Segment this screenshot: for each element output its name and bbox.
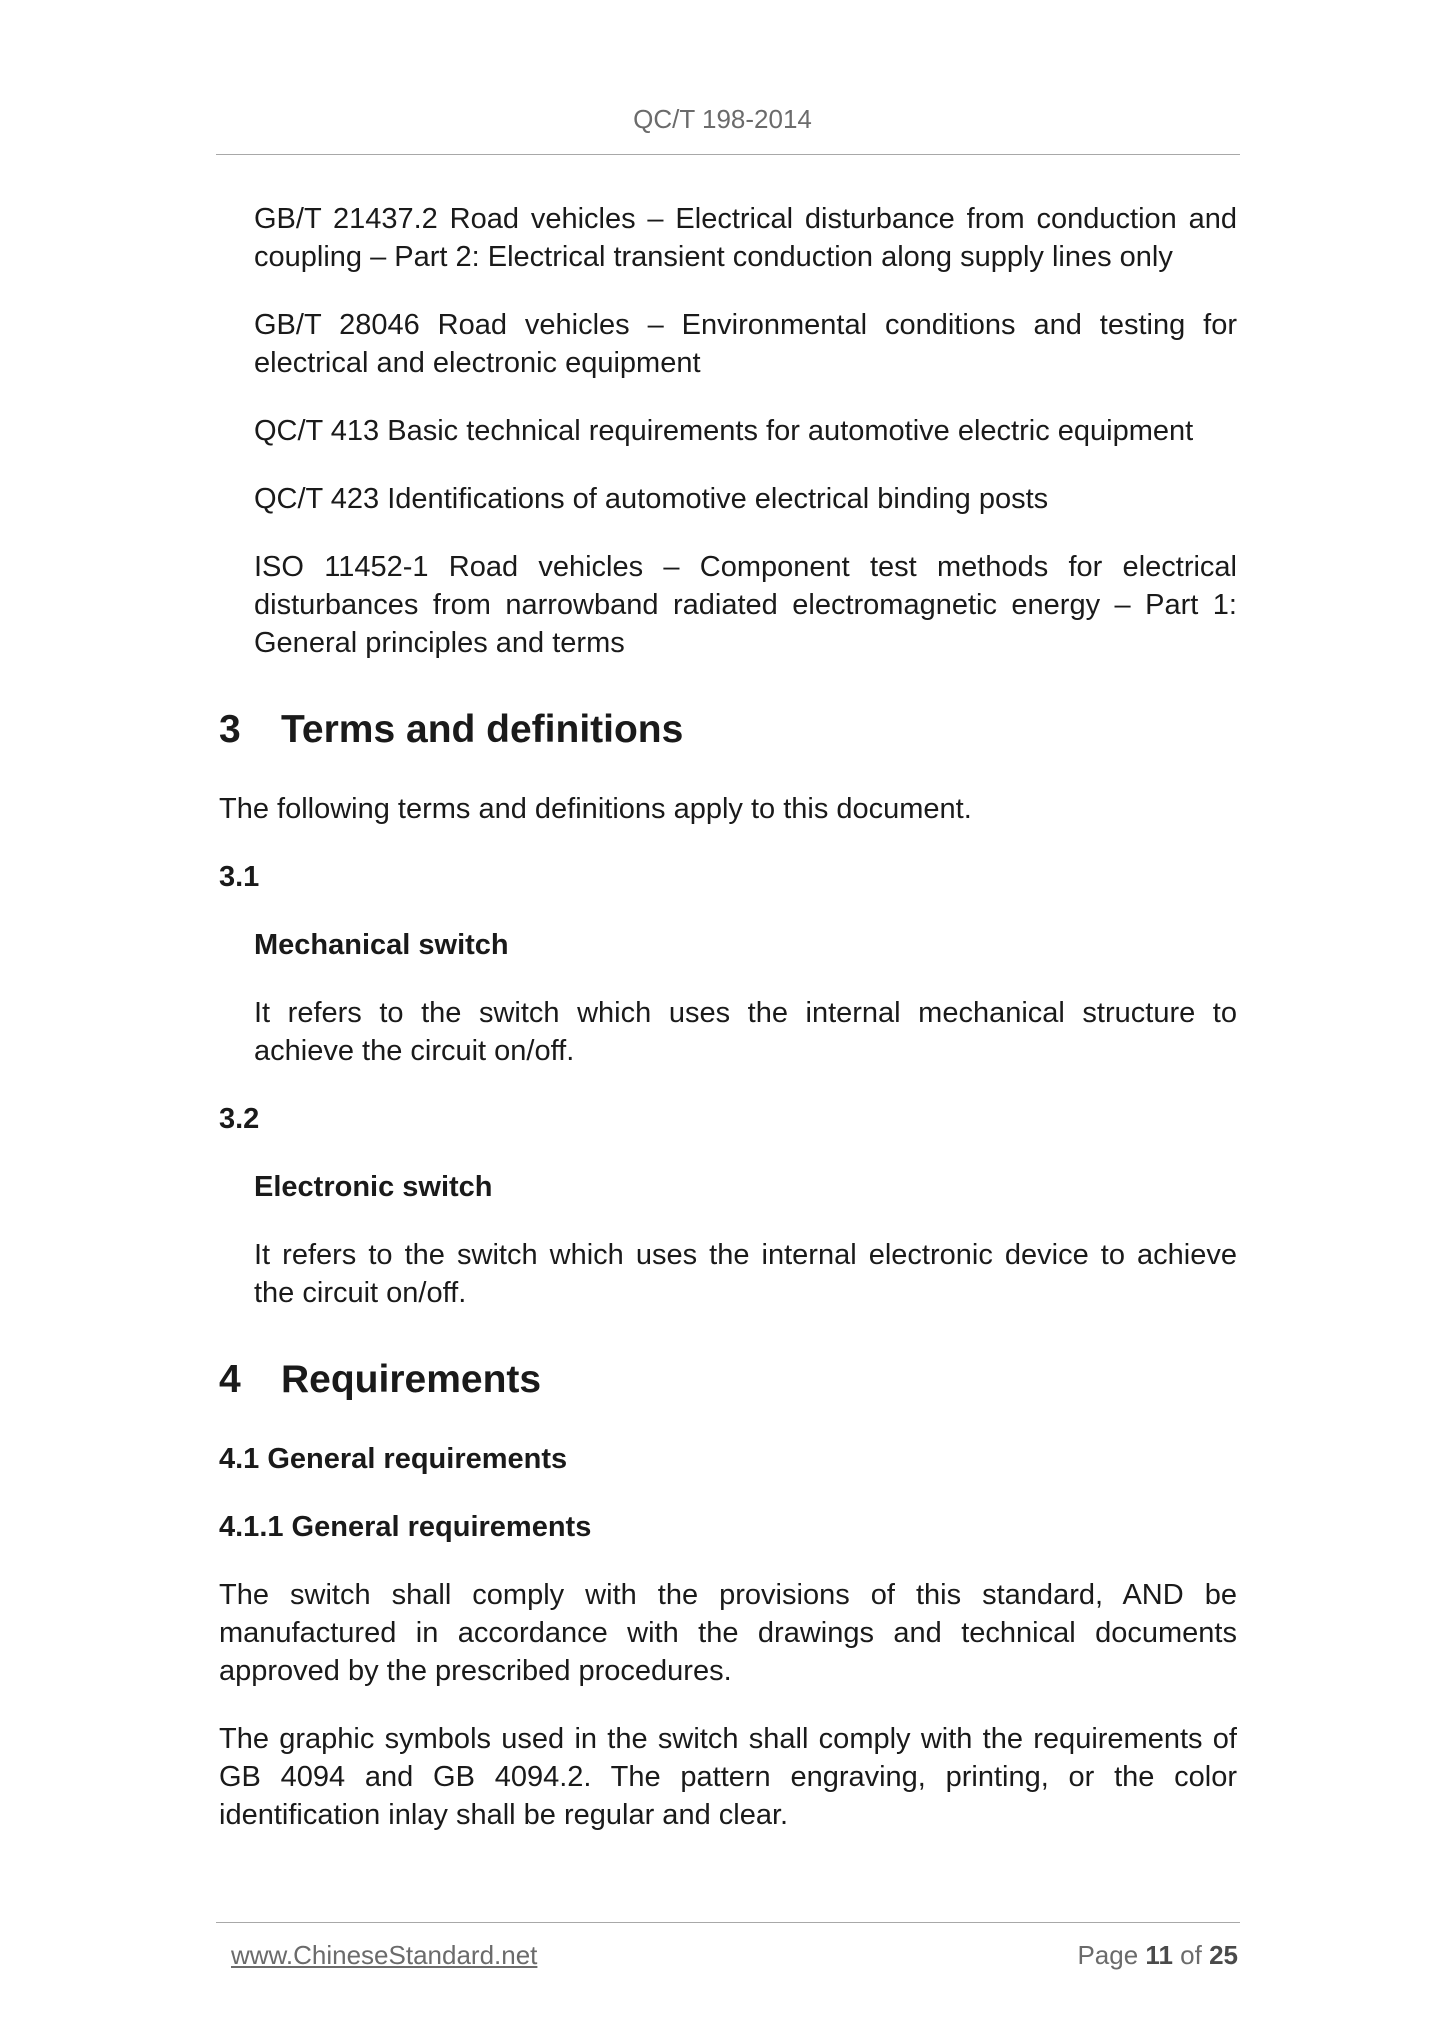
section-title: Requirements xyxy=(281,1358,542,1401)
term-number: 3.2 xyxy=(219,1103,260,1135)
header-divider xyxy=(216,154,1240,155)
page-label: Page xyxy=(1077,1940,1139,1970)
reference-item: GB/T 28046 Road vehicles – Environmental conditions and testing for electrical and electronic equipment xyxy=(254,309,1237,379)
of-label: of xyxy=(1180,1940,1202,1970)
page-indicator xyxy=(1077,1940,1238,1971)
footer-divider xyxy=(216,1922,1240,1923)
term-name: Electronic switch xyxy=(254,1171,493,1203)
section-title: Terms and definitions xyxy=(281,708,684,751)
reference-item: QC/T 413 Basic technical requirements for automotive electric equipment xyxy=(254,415,1194,447)
subsection-heading: 4.1 General requirements xyxy=(219,1443,568,1475)
body-paragraph: The switch shall comply with the provisions of this standard, AND be manufactured in accordance with the drawings and technical documents approved by the prescribed procedures. xyxy=(219,1579,1237,1687)
section-3-intro: The following terms and definitions apply to this document. xyxy=(219,793,972,825)
term-number: 3.1 xyxy=(219,861,260,893)
subsubsection-heading: 4.1.1 General requirements xyxy=(219,1511,592,1543)
section-number: 4 xyxy=(219,1358,241,1401)
page-body xyxy=(219,200,1237,1864)
total-pages-number: 25 xyxy=(1209,1940,1238,1970)
term-definition: It refers to the switch which uses the internal mechanical structure to achieve the circuit on/off. xyxy=(254,997,1237,1067)
section-4-heading xyxy=(219,1356,1237,1404)
document-code-header: QC/T 198-2014 xyxy=(633,104,812,134)
term-definition: It refers to the switch which uses the internal electronic device to achieve the circuit on/off. xyxy=(254,1239,1237,1309)
reference-item: QC/T 423 Identifications of automotive electrical binding posts xyxy=(254,483,1049,515)
body-paragraph: The graphic symbols used in the switch shall comply with the requirements of GB 4094 and GB 4094.2. The pattern engraving, printing, or the color identification inlay shall be regular and clear. xyxy=(219,1723,1237,1831)
section-3-heading xyxy=(219,706,1237,754)
reference-item: GB/T 21437.2 Road vehicles – Electrical disturbance from conduction and coupling – Part 2: Electrical transient conduction along supply lines only xyxy=(254,203,1237,273)
term-name: Mechanical switch xyxy=(254,929,509,961)
reference-item: ISO 11452-1 Road vehicles – Component test methods for electrical disturbances from narrowband radiated electromagnetic energy – Part 1: General principles and terms xyxy=(254,551,1237,659)
section-number: 3 xyxy=(219,708,241,751)
website-link[interactable]: www.ChineseStandard.net xyxy=(231,1940,538,1970)
current-page-number: 11 xyxy=(1145,1940,1173,1970)
